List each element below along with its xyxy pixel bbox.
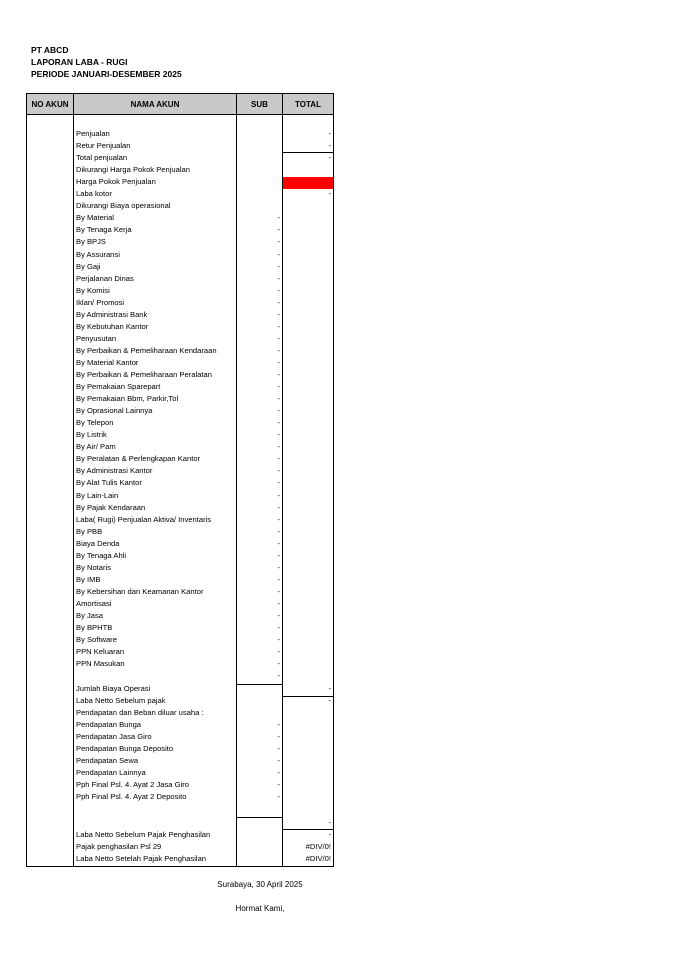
table-row bbox=[26, 249, 334, 261]
table-row bbox=[26, 405, 334, 417]
table-row bbox=[26, 200, 334, 212]
table-row bbox=[26, 550, 334, 562]
total-value: - bbox=[328, 818, 331, 827]
report-period: PERIODE JANUARI-DESEMBER 2025 bbox=[31, 69, 182, 79]
sub-value: - bbox=[277, 321, 280, 331]
table-row bbox=[26, 273, 334, 285]
sub-value: - bbox=[277, 442, 280, 452]
table-row bbox=[26, 683, 334, 695]
table-row bbox=[26, 333, 334, 345]
table-row bbox=[26, 574, 334, 586]
account-name: Laba kotor bbox=[76, 189, 112, 199]
table-row bbox=[26, 538, 334, 550]
table-row bbox=[26, 140, 334, 152]
account-name: Retur Penjualan bbox=[76, 141, 131, 151]
account-name: Pendapatan Bunga bbox=[76, 720, 142, 730]
account-name: Penyusutan bbox=[76, 333, 117, 343]
table-row bbox=[26, 502, 334, 514]
table-row bbox=[26, 188, 334, 200]
sub-value: - bbox=[277, 466, 280, 476]
table-row bbox=[26, 526, 334, 538]
table-row bbox=[26, 309, 334, 321]
table-row bbox=[26, 369, 334, 381]
sub-value: - bbox=[277, 454, 280, 464]
table-row bbox=[26, 670, 334, 682]
account-name: By Notaris bbox=[76, 562, 112, 572]
table-row bbox=[26, 634, 334, 646]
table-row bbox=[26, 261, 334, 273]
account-name: By BPHTB bbox=[76, 623, 113, 633]
sub-value: - bbox=[277, 237, 280, 247]
table-row bbox=[26, 853, 334, 865]
table-row bbox=[26, 224, 334, 236]
sub-value: - bbox=[277, 490, 280, 500]
total-value: #DIV/0! bbox=[305, 842, 331, 852]
table-row bbox=[26, 562, 334, 574]
sub-value: - bbox=[277, 623, 280, 633]
closing-text: Hormat Kami, bbox=[235, 904, 285, 913]
col-header-no-akun: NO AKUN bbox=[26, 93, 74, 115]
account-name: By Telepon bbox=[76, 418, 114, 428]
table-row bbox=[26, 490, 334, 502]
account-name: Laba Netto Sebelum Pajak Penghasilan bbox=[76, 830, 211, 840]
col-header-total: TOTAL bbox=[282, 93, 334, 115]
table-row bbox=[26, 381, 334, 393]
table-row bbox=[26, 321, 334, 333]
total-value: - bbox=[328, 684, 331, 693]
account-name: Laba( Rugi) Penjualan Aktiva/ Inventaris bbox=[76, 514, 212, 524]
table-row bbox=[26, 743, 334, 755]
account-name: By Pemakaian Bbm, Parkir,Tol bbox=[76, 394, 179, 404]
col-header-sub: SUB bbox=[236, 93, 283, 115]
account-name: Amortisasi bbox=[76, 598, 112, 608]
total-value: - bbox=[328, 830, 331, 840]
sub-value: - bbox=[277, 309, 280, 319]
total-value: - bbox=[328, 189, 331, 199]
table-row bbox=[26, 453, 334, 465]
account-name: By Kebersihan dan Keamanan Kantor bbox=[76, 586, 204, 596]
account-name: Total penjualan bbox=[76, 153, 128, 163]
account-name: Pajak penghasilan Psl 29 bbox=[76, 842, 162, 852]
account-name: By Listrik bbox=[76, 430, 107, 440]
table-row bbox=[26, 598, 334, 610]
table-row bbox=[26, 779, 334, 791]
sub-value: - bbox=[277, 792, 280, 802]
sub-value: - bbox=[277, 357, 280, 367]
account-name: Dikurangi Biaya operasional bbox=[76, 201, 171, 211]
sub-value: - bbox=[277, 285, 280, 295]
table-row bbox=[26, 622, 334, 634]
border-bottom bbox=[26, 866, 334, 867]
table-row bbox=[26, 429, 334, 441]
table-row bbox=[26, 176, 334, 188]
account-name: By Air/ Pam bbox=[76, 442, 116, 452]
account-name: By Administrasi Bank bbox=[76, 309, 148, 319]
report-title: LAPORAN LABA - RUGI bbox=[31, 57, 128, 67]
total-value: #DIV/0! bbox=[305, 854, 331, 864]
sub-value: - bbox=[277, 333, 280, 343]
table-row bbox=[26, 586, 334, 598]
account-name: PPN Masukan bbox=[76, 659, 125, 669]
table-row bbox=[26, 417, 334, 429]
sub-value: - bbox=[277, 213, 280, 223]
table-row bbox=[26, 345, 334, 357]
table-row bbox=[26, 755, 334, 767]
account-name: By Gaji bbox=[76, 261, 101, 271]
account-name: By Jasa bbox=[76, 611, 104, 620]
table-row bbox=[26, 719, 334, 731]
table-row bbox=[26, 817, 334, 829]
account-name: By Oprasional Lainnya bbox=[76, 406, 153, 416]
account-name: Pph Final Psl. 4. Ayat 2 Jasa Giro bbox=[76, 780, 189, 790]
account-name: Pendapatan Bunga Deposito bbox=[76, 744, 174, 754]
sub-value: - bbox=[277, 586, 280, 596]
sub-value: - bbox=[277, 370, 280, 379]
table-row bbox=[26, 164, 334, 176]
table-row bbox=[26, 610, 334, 622]
account-name: PPN Keluaran bbox=[76, 647, 125, 657]
account-name: By Material Kantor bbox=[76, 357, 139, 367]
sub-value: - bbox=[277, 538, 280, 548]
table-row bbox=[26, 357, 334, 369]
sub-value: - bbox=[277, 671, 280, 681]
sub-value: - bbox=[277, 647, 280, 657]
sub-value: - bbox=[277, 514, 280, 524]
sub-value: - bbox=[277, 382, 280, 392]
account-name: By Kebutuhan Kantor bbox=[76, 321, 149, 331]
account-name: Laba Netto Sebelum pajak bbox=[76, 696, 166, 706]
sub-value: - bbox=[277, 261, 280, 271]
sub-value: - bbox=[277, 756, 280, 766]
account-name: By Perbaikan & Pemeliharaan Kendaraan bbox=[76, 345, 217, 355]
sub-value: - bbox=[277, 345, 280, 355]
account-name: By Alat Tulis Kantor bbox=[76, 478, 142, 488]
account-name: By PBB bbox=[76, 526, 103, 536]
table-row bbox=[26, 514, 334, 526]
account-name: By Assuransi bbox=[76, 249, 120, 259]
table-row bbox=[26, 212, 334, 224]
sub-value: - bbox=[277, 550, 280, 560]
account-name: By BPJS bbox=[76, 237, 106, 247]
sub-value: - bbox=[277, 780, 280, 790]
account-name: By Software bbox=[76, 635, 117, 645]
account-name: Biaya Denda bbox=[76, 538, 120, 548]
table-row bbox=[26, 707, 334, 719]
account-name: Dikurangi Harga Pokok Penjualan bbox=[76, 165, 190, 175]
table-row bbox=[26, 128, 334, 140]
sub-value: - bbox=[277, 394, 280, 404]
total-value: - bbox=[328, 129, 331, 138]
table-row bbox=[26, 829, 334, 841]
table-row bbox=[26, 841, 334, 853]
sub-value: - bbox=[277, 418, 280, 428]
account-name: By Tenaga Kerja bbox=[76, 225, 132, 235]
sub-value: - bbox=[277, 297, 280, 307]
table-row bbox=[26, 658, 334, 670]
sub-value: - bbox=[277, 562, 280, 572]
sub-value: - bbox=[277, 659, 280, 669]
table-row bbox=[26, 767, 334, 779]
account-name: By Pajak Kendaraan bbox=[76, 502, 146, 512]
account-name: By Pemakaian Sparepart bbox=[76, 382, 161, 392]
account-name: Perjalanan Dinas bbox=[76, 273, 134, 283]
sub-value: - bbox=[277, 611, 280, 620]
account-name: Pph Final Psl. 4. Ayat 2 Deposito bbox=[76, 792, 187, 802]
profit-loss-table bbox=[26, 93, 334, 867]
account-name: Harga Pokok Penjualan bbox=[76, 177, 156, 187]
col-header-nama-akun: NAMA AKUN bbox=[73, 93, 237, 115]
sub-value: - bbox=[277, 225, 280, 235]
account-name: By IMB bbox=[76, 574, 101, 584]
place-date: Surabaya, 30 April 2025 bbox=[217, 880, 303, 889]
sub-value: - bbox=[277, 406, 280, 416]
sub-value: - bbox=[277, 574, 280, 584]
account-name: Pendapatan Jasa Giro bbox=[76, 732, 152, 742]
table-row bbox=[26, 695, 334, 707]
account-name: Pendapatan dan Beban diluar usaha : bbox=[76, 708, 204, 718]
table-row bbox=[26, 393, 334, 405]
table-row bbox=[26, 285, 334, 297]
table-row bbox=[26, 731, 334, 743]
account-name: Laba Netto Setelah Pajak Penghasilan bbox=[76, 854, 207, 864]
company-name: PT ABCD bbox=[31, 45, 69, 55]
sub-value: - bbox=[277, 526, 280, 536]
table-row bbox=[26, 465, 334, 477]
account-name: By Peralatan & Perlengkapan Kantor bbox=[76, 454, 201, 464]
total-value: - bbox=[328, 141, 331, 151]
table-row bbox=[26, 441, 334, 453]
total-value: - bbox=[328, 696, 331, 706]
account-name: By Perbaikan & Pemeliharaan Peralatan bbox=[76, 370, 212, 379]
sub-value: - bbox=[277, 598, 280, 608]
sub-value: - bbox=[277, 744, 280, 754]
account-name: By Administrasi Kantor bbox=[76, 466, 153, 476]
account-name: Pendapatan Sewa bbox=[76, 756, 139, 766]
account-name: By Tenaga Ahli bbox=[76, 550, 127, 560]
account-name: By Komisi bbox=[76, 285, 110, 295]
table-row bbox=[26, 297, 334, 309]
account-name: By Lain-Lain bbox=[76, 490, 119, 500]
sub-value: - bbox=[277, 478, 280, 488]
sub-value: - bbox=[277, 249, 280, 259]
sub-value: - bbox=[277, 273, 280, 283]
sub-value: - bbox=[277, 720, 280, 730]
account-name: Iklan/ Promosi bbox=[76, 297, 125, 307]
table-row bbox=[26, 791, 334, 803]
sub-value: - bbox=[277, 635, 280, 645]
account-name: Jumlah Biaya Operasi bbox=[76, 684, 151, 693]
table-row bbox=[26, 236, 334, 248]
sub-value: - bbox=[277, 502, 280, 512]
table-row bbox=[26, 477, 334, 489]
total-value: - bbox=[328, 153, 331, 163]
sub-value: - bbox=[277, 768, 280, 778]
sub-value: - bbox=[277, 732, 280, 742]
account-name: Penjualan bbox=[76, 129, 110, 138]
sub-value: - bbox=[277, 430, 280, 440]
account-name: Pendapatan Lainnya bbox=[76, 768, 146, 778]
table-row bbox=[26, 646, 334, 658]
account-name: By Material bbox=[76, 213, 114, 223]
table-row bbox=[26, 152, 334, 164]
